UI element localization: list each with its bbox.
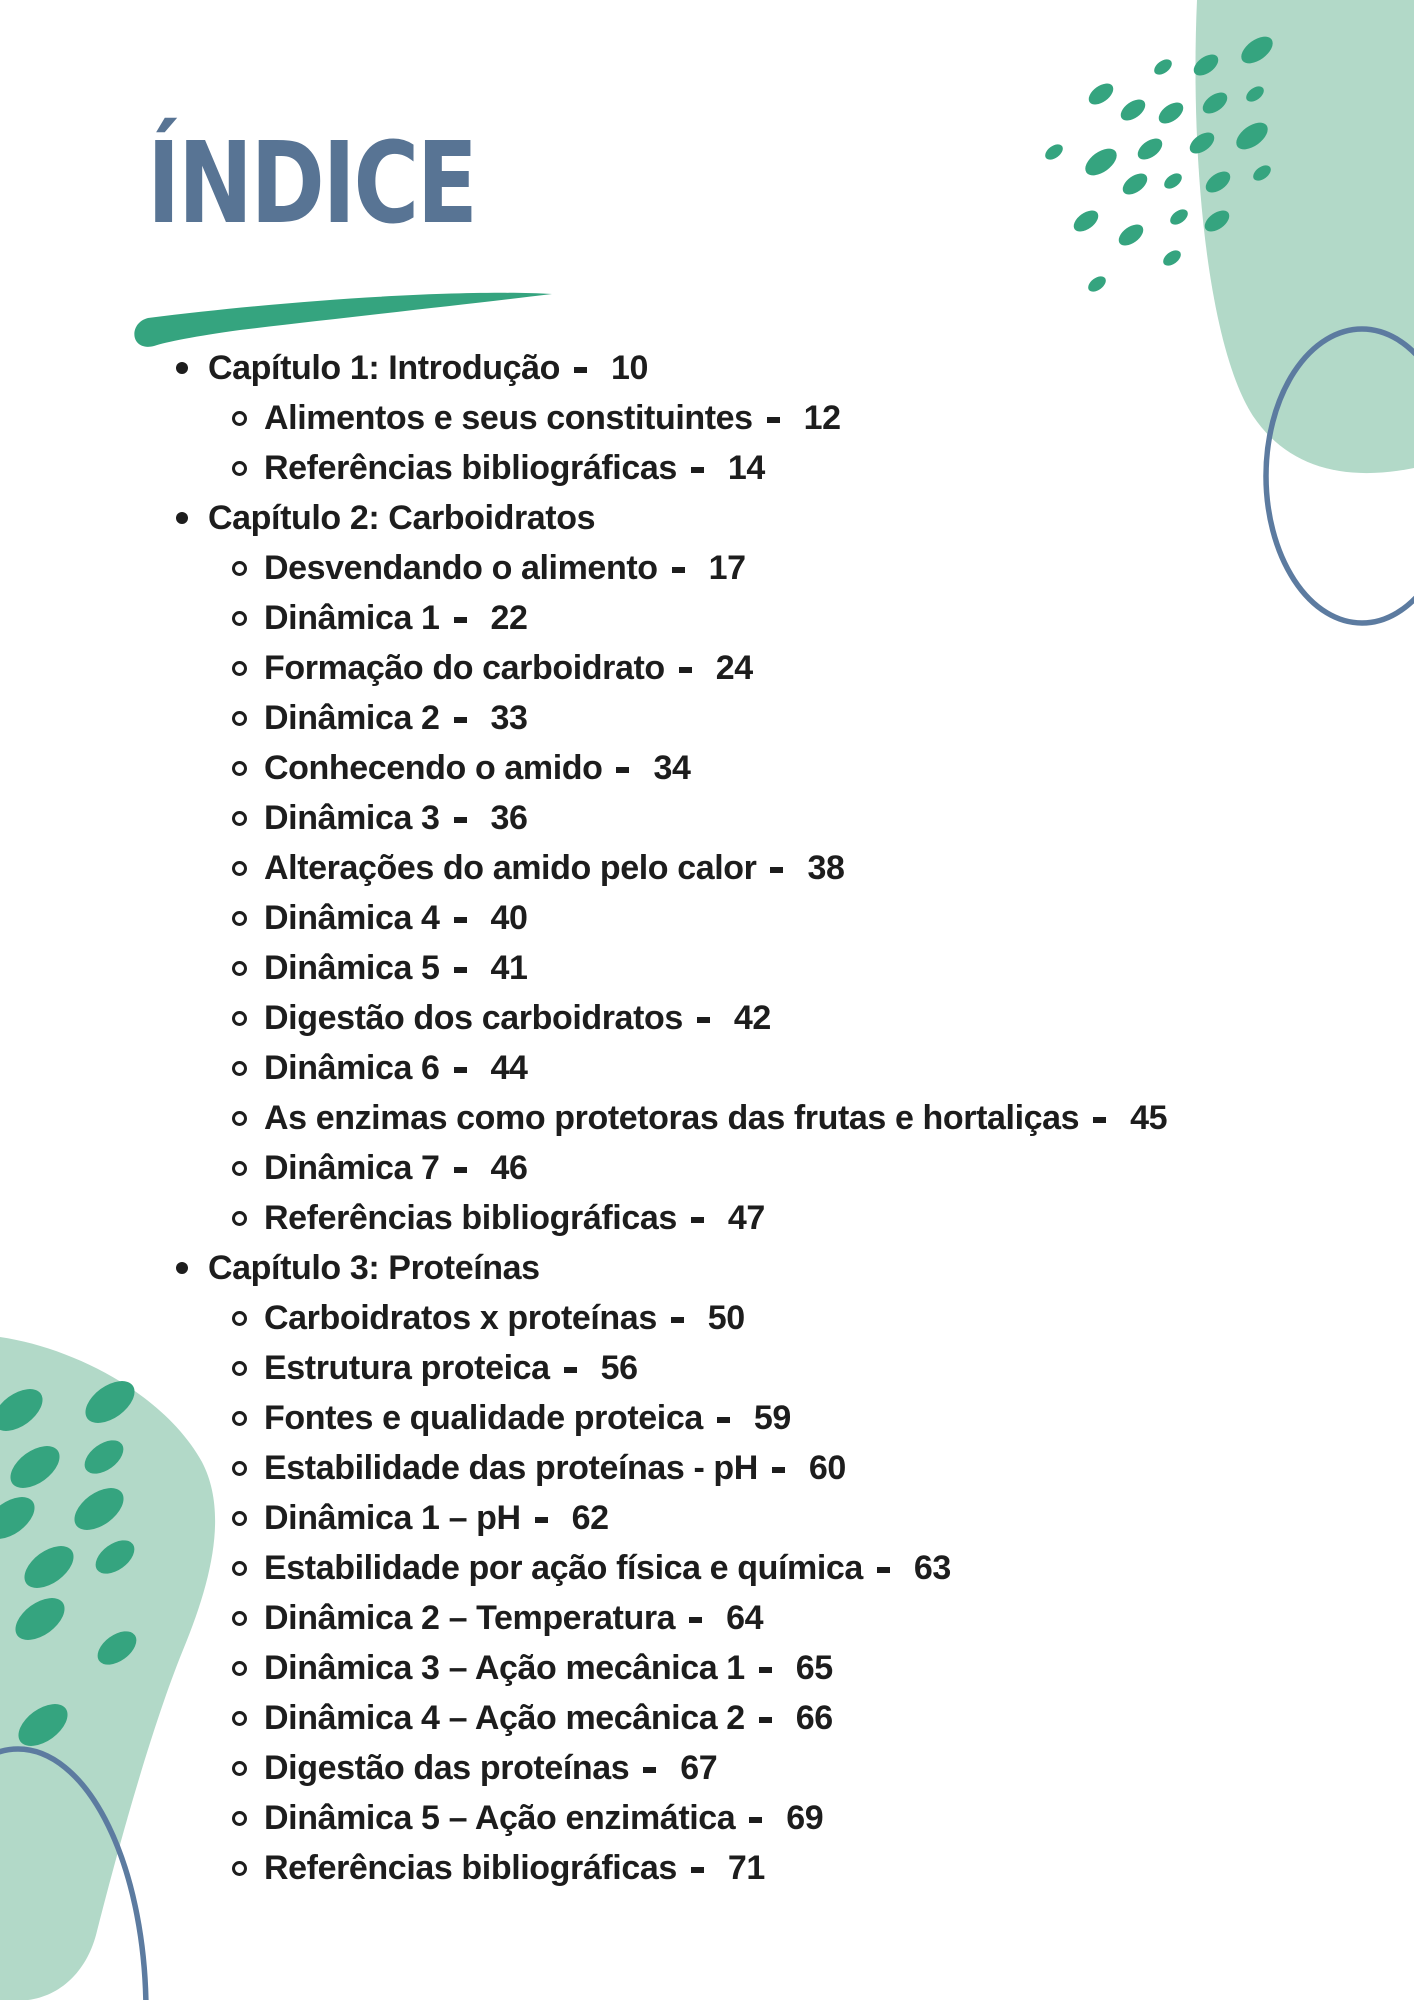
bullet-circle-icon	[216, 1661, 264, 1676]
bullet-circle-icon	[216, 761, 264, 776]
toc-sub-row	[160, 843, 1260, 893]
toc-sub-row	[160, 593, 1260, 643]
bullet-circle-icon	[216, 1611, 264, 1626]
page-number: 36	[490, 798, 528, 837]
title-underline-swoosh	[134, 293, 552, 347]
bullet-circle-icon	[216, 461, 264, 476]
toc-entry-label: Dinâmica 5 – Ação enzimática	[264, 1798, 736, 1837]
dash-leader	[454, 817, 474, 823]
page-title: ÍNDICE	[147, 119, 476, 249]
dash-leader	[689, 1617, 709, 1623]
toc-chapter-row	[160, 343, 1260, 393]
toc-entry-label: Estrutura proteica	[264, 1348, 550, 1387]
toc-entry-label: Desvendando o alimento	[264, 548, 658, 587]
page-number: 66	[795, 1698, 833, 1737]
toc-sub-row	[160, 1193, 1260, 1243]
dash-leader	[454, 617, 474, 623]
dash-leader	[691, 1217, 711, 1223]
toc-entry-label: Estabilidade por ação física e química	[264, 1548, 863, 1587]
toc-list	[160, 343, 1260, 1893]
dash-leader	[770, 867, 790, 873]
toc-sub-row	[160, 743, 1260, 793]
toc-sub-row	[160, 793, 1260, 843]
page-number: 24	[715, 648, 753, 687]
dash-leader	[564, 1367, 584, 1373]
dot-pattern-top-right	[1042, 31, 1277, 294]
circle-outline-bottom-left	[0, 1749, 146, 2000]
dash-leader	[454, 1067, 474, 1073]
toc-entry-label: Alimentos e seus constituintes	[264, 398, 753, 437]
page-number: 71	[727, 1848, 765, 1887]
toc-entry-label: Capítulo 2: Carboidratos	[208, 498, 596, 537]
toc-entry-label: Dinâmica 2 – Temperatura	[264, 1598, 676, 1637]
page-number: 44	[490, 1048, 528, 1087]
toc-entry-label: Referências bibliográficas	[264, 1848, 677, 1887]
bullet-circle-icon	[216, 1311, 264, 1326]
toc-entry-label: Dinâmica 6	[264, 1048, 440, 1087]
toc-entry-label: Dinâmica 4	[264, 898, 440, 937]
bullet-dot-icon	[160, 1262, 208, 1274]
toc-entry-label: Referências bibliográficas	[264, 448, 677, 487]
toc-sub-row	[160, 1493, 1260, 1543]
bullet-circle-icon	[216, 1511, 264, 1526]
bullet-circle-icon	[216, 1061, 264, 1076]
page-number: 14	[727, 448, 765, 487]
dash-leader	[691, 1867, 711, 1873]
toc-sub-row	[160, 1143, 1260, 1193]
bullet-circle-icon	[216, 1161, 264, 1176]
toc-sub-row	[160, 1093, 1260, 1143]
toc-entry-label: Referências bibliográficas	[264, 1198, 677, 1237]
toc-entry-label: Dinâmica 1	[264, 598, 440, 637]
toc-entry-label: Dinâmica 2	[264, 698, 440, 737]
page-number: 17	[708, 548, 746, 587]
bullet-circle-icon	[216, 961, 264, 976]
toc-sub-row	[160, 1593, 1260, 1643]
bullet-circle-icon	[216, 1861, 264, 1876]
page-number: 62	[571, 1498, 609, 1537]
page-number: 10	[610, 348, 648, 387]
dash-leader	[759, 1667, 779, 1673]
bullet-circle-icon	[216, 1811, 264, 1826]
page-number: 64	[726, 1598, 764, 1637]
dash-leader	[767, 417, 787, 423]
dash-leader	[454, 917, 474, 923]
toc-entry-label: Dinâmica 4 – Ação mecânica 2	[264, 1698, 745, 1737]
toc-entry-label: Dinâmica 3 – Ação mecânica 1	[264, 1648, 745, 1687]
page-number: 40	[490, 898, 528, 937]
page-number: 60	[808, 1448, 846, 1487]
toc-sub-row	[160, 1793, 1260, 1843]
toc-sub-row	[160, 1693, 1260, 1743]
bullet-circle-icon	[216, 711, 264, 726]
bullet-dot-icon	[160, 512, 208, 524]
toc-entry-label: Capítulo 1: Introdução	[208, 348, 560, 387]
dash-leader	[1093, 1117, 1113, 1123]
page-number: 33	[490, 698, 528, 737]
circle-outline-top-right	[1266, 329, 1414, 623]
dash-leader	[643, 1767, 663, 1773]
toc-sub-row	[160, 943, 1260, 993]
dash-leader	[616, 767, 636, 773]
toc-sub-row	[160, 1843, 1260, 1893]
toc-entry-label: Digestão dos carboidratos	[264, 998, 683, 1037]
page-number: 22	[490, 598, 528, 637]
toc-entry-label: Capítulo 3: Proteínas	[208, 1248, 540, 1287]
bullet-circle-icon	[216, 1711, 264, 1726]
dash-leader	[535, 1517, 555, 1523]
bullet-circle-icon	[216, 1411, 264, 1426]
dot-pattern-bottom-left	[0, 1373, 142, 1755]
bullet-dot-icon	[160, 362, 208, 374]
toc-entry-label: Fontes e qualidade proteica	[264, 1398, 703, 1437]
bullet-circle-icon	[216, 661, 264, 676]
page-number: 47	[727, 1198, 765, 1237]
dash-leader	[671, 1317, 691, 1323]
toc-entry-label: Dinâmica 1 – pH	[264, 1498, 521, 1537]
toc-sub-row	[160, 1743, 1260, 1793]
toc-entry-label: Dinâmica 3	[264, 798, 440, 837]
toc-entry-label: Digestão das proteínas	[264, 1748, 630, 1787]
bullet-circle-icon	[216, 1461, 264, 1476]
toc-sub-row	[160, 993, 1260, 1043]
toc-entry-label: Dinâmica 5	[264, 948, 440, 987]
toc-entry-label: Dinâmica 7	[264, 1148, 440, 1187]
page-number: 41	[490, 948, 528, 987]
toc-sub-row	[160, 1293, 1260, 1343]
page-number: 67	[680, 1748, 718, 1787]
toc-entry-label: Alterações do amido pelo calor	[264, 848, 757, 887]
page-number: 56	[600, 1348, 638, 1387]
page-number: 42	[733, 998, 771, 1037]
page-number: 69	[786, 1798, 824, 1837]
bullet-circle-icon	[216, 1761, 264, 1776]
toc-chapter-row	[160, 493, 1260, 543]
toc-sub-row	[160, 893, 1260, 943]
page-number: 63	[913, 1548, 951, 1587]
dash-leader	[691, 467, 711, 473]
toc-sub-row	[160, 1393, 1260, 1443]
toc-entry-label: As enzimas como protetoras das frutas e hortaliças	[264, 1098, 1080, 1137]
bullet-circle-icon	[216, 1361, 264, 1376]
toc-sub-row	[160, 1643, 1260, 1693]
bullet-circle-icon	[216, 1561, 264, 1576]
toc-sub-row	[160, 643, 1260, 693]
page-number: 12	[803, 398, 841, 437]
toc-entry-label: Carboidratos x proteínas	[264, 1298, 657, 1337]
toc-sub-row	[160, 543, 1260, 593]
dash-leader	[454, 967, 474, 973]
bullet-circle-icon	[216, 611, 264, 626]
toc-sub-row	[160, 443, 1260, 493]
page-number: 50	[707, 1298, 745, 1337]
dash-leader	[877, 1567, 897, 1573]
dash-leader	[454, 1167, 474, 1173]
toc-sub-row	[160, 1043, 1260, 1093]
dash-leader	[574, 367, 594, 373]
page-number: 46	[490, 1148, 528, 1187]
dash-leader	[697, 1017, 717, 1023]
dash-leader	[772, 1467, 792, 1473]
bullet-circle-icon	[216, 911, 264, 926]
bullet-circle-icon	[216, 1011, 264, 1026]
page-number: 34	[653, 748, 691, 787]
toc-sub-row	[160, 1543, 1260, 1593]
bullet-circle-icon	[216, 1111, 264, 1126]
dash-leader	[717, 1417, 737, 1423]
bullet-circle-icon	[216, 411, 264, 426]
dash-leader	[749, 1817, 769, 1823]
toc-sub-row	[160, 693, 1260, 743]
dash-leader	[679, 667, 699, 673]
toc-sub-row	[160, 1443, 1260, 1493]
page-number: 38	[807, 848, 845, 887]
dash-leader	[759, 1717, 779, 1723]
toc-entry-label: Formação do carboidrato	[264, 648, 665, 687]
bullet-circle-icon	[216, 811, 264, 826]
toc-sub-row	[160, 1343, 1260, 1393]
toc-chapter-row	[160, 1243, 1260, 1293]
toc-entry-label: Estabilidade das proteínas - pH	[264, 1448, 758, 1487]
bullet-circle-icon	[216, 561, 264, 576]
page-number: 59	[753, 1398, 791, 1437]
bullet-circle-icon	[216, 1211, 264, 1226]
dash-leader	[672, 567, 692, 573]
toc-entry-label: Conhecendo o amido	[264, 748, 603, 787]
page-number: 45	[1130, 1098, 1168, 1137]
dash-leader	[454, 717, 474, 723]
toc-sub-row	[160, 393, 1260, 443]
bullet-circle-icon	[216, 861, 264, 876]
page-number: 65	[795, 1648, 833, 1687]
